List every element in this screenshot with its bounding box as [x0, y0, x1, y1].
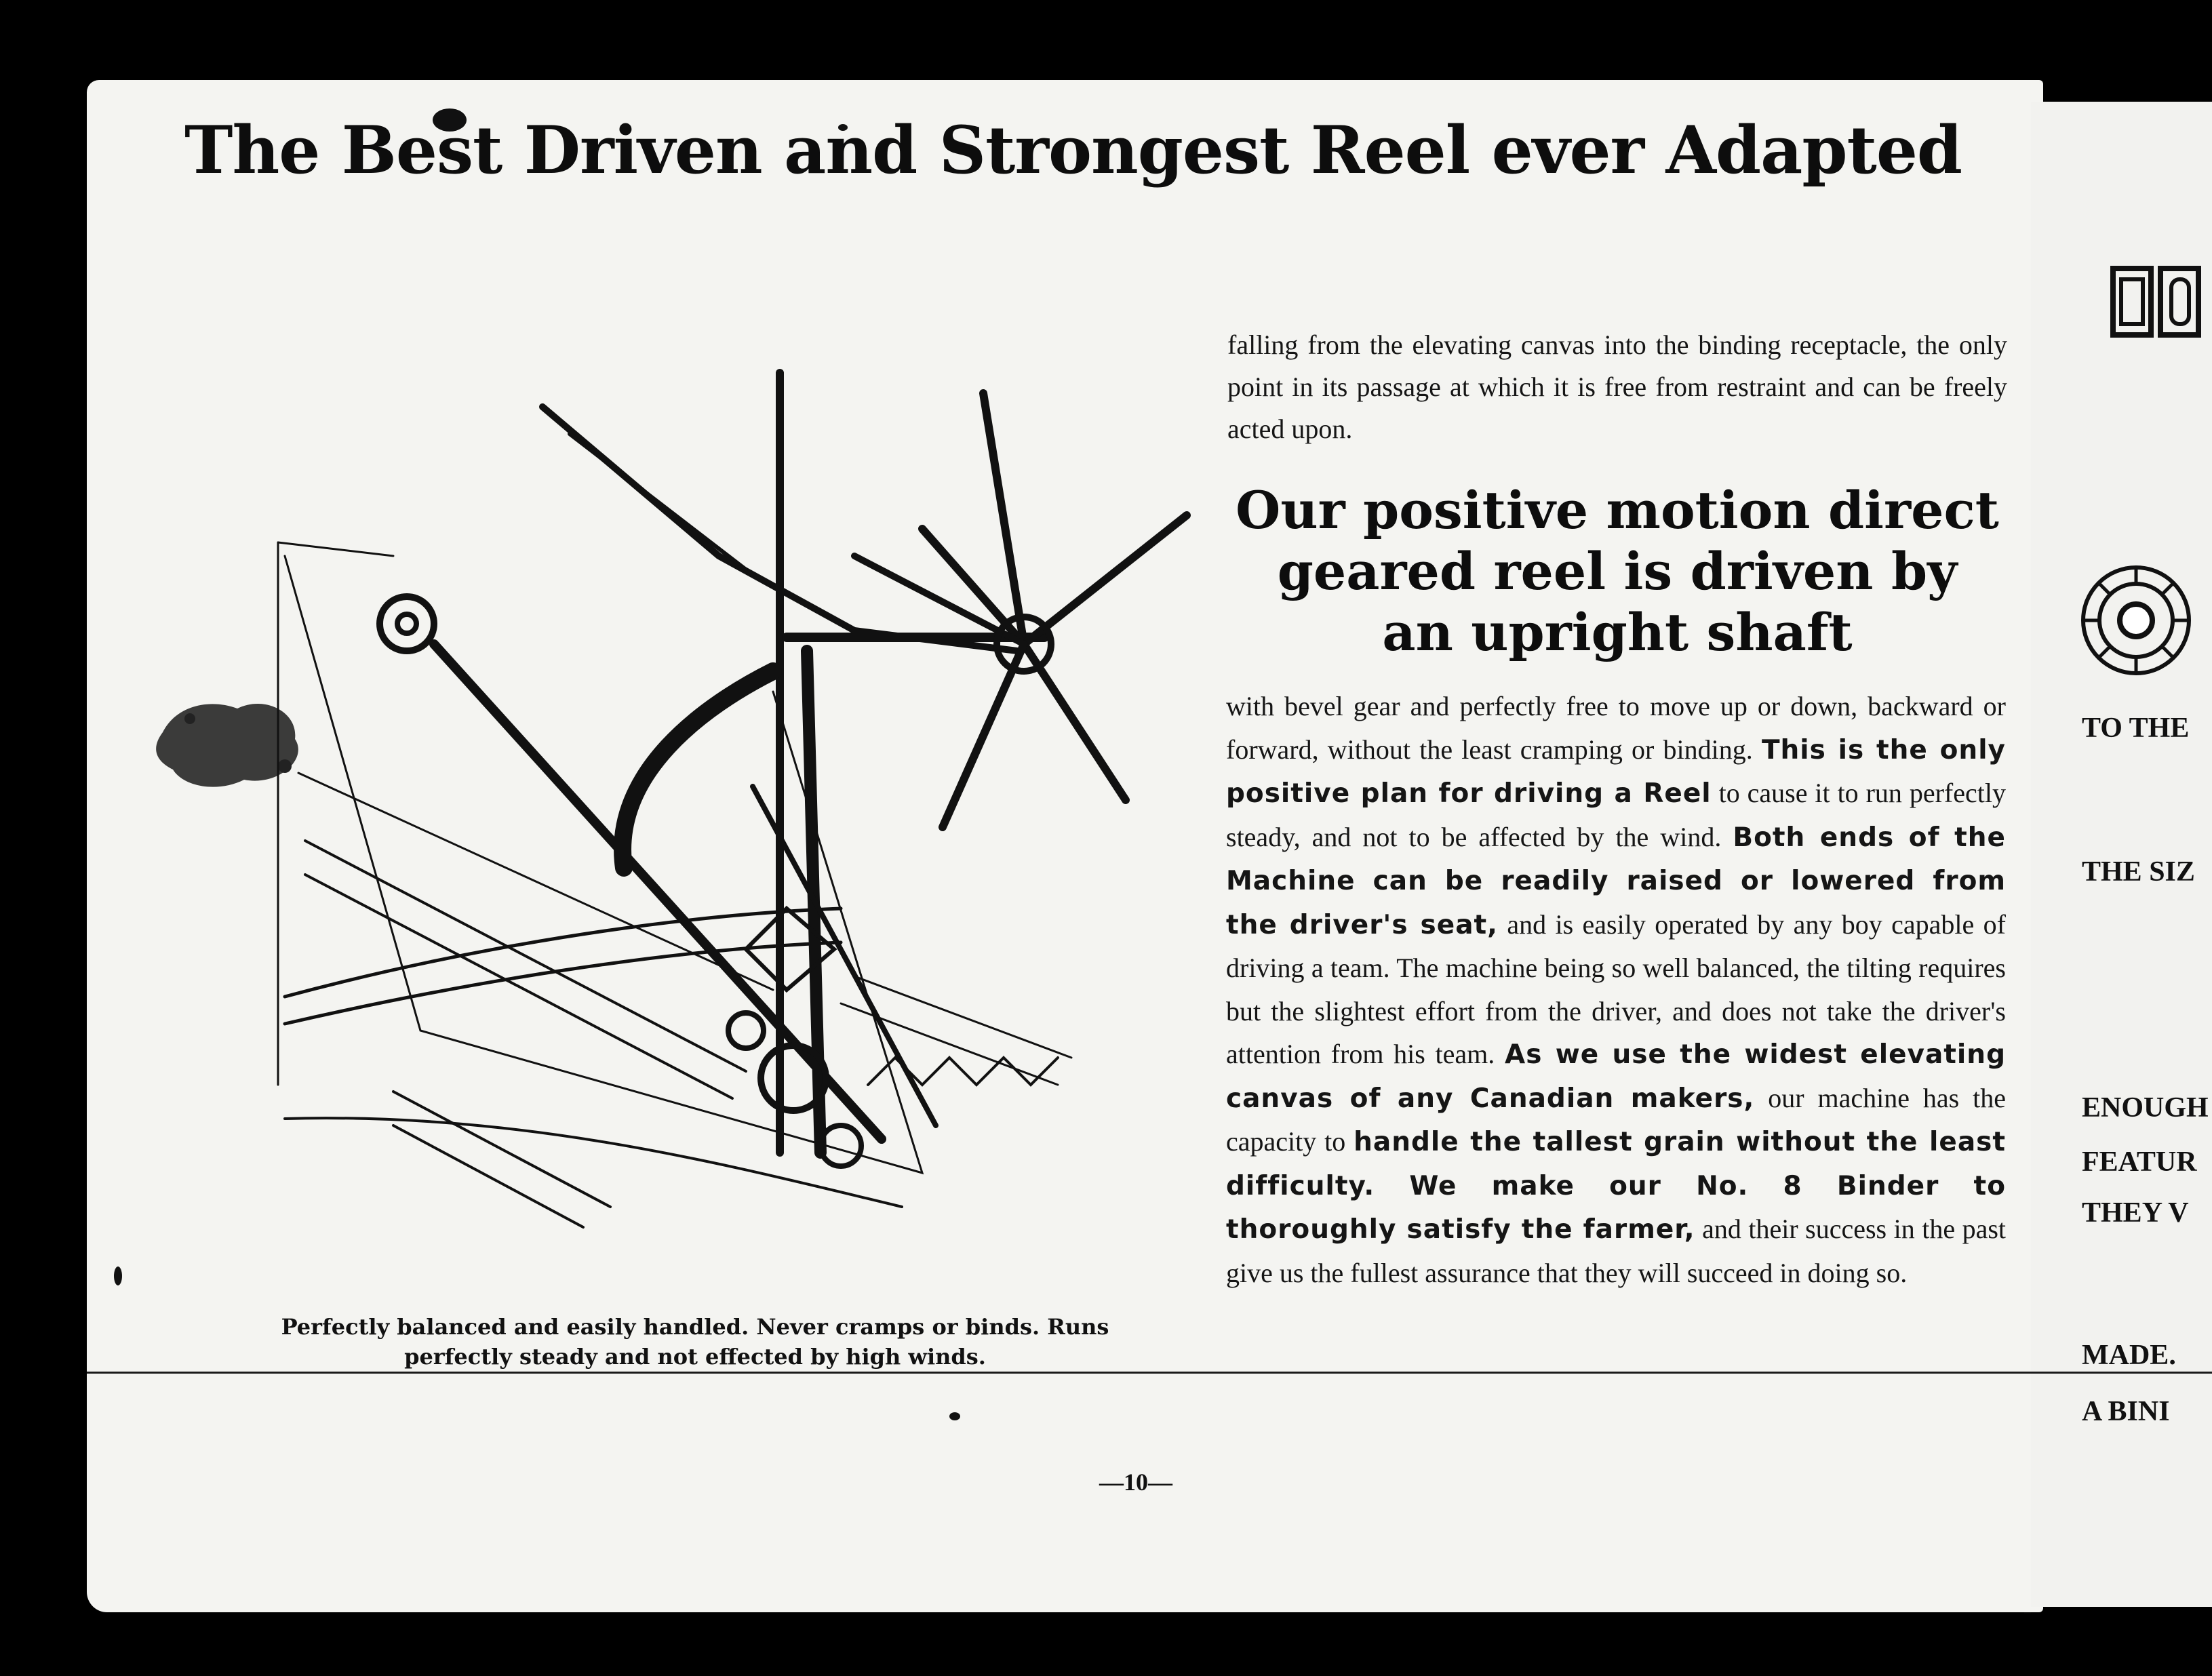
- body-emphasis: This is the only positive plan for driving a Reel: [1226, 734, 2006, 809]
- intro-paragraph: falling from the elevating canvas into the binding receptacle, the only point in its passage at which it is free from restraint and can be freely acted upon.: [1227, 330, 2007, 444]
- right-page-text: THE SIZ: [2082, 856, 2195, 887]
- right-page-text: TO THE: [2082, 713, 2190, 744]
- body-text: and their success in the past give us the fullest assurance that they will succeed in doing so.: [1226, 1214, 2006, 1288]
- rosette-ornament: [2078, 563, 2194, 678]
- body-emphasis: Both ends of the Machine can be readily raised or lowered from the driver's seat,: [1226, 822, 2007, 940]
- page-number: —10—: [1099, 1469, 1172, 1496]
- right-page-text: ENOUGH: [2082, 1092, 2209, 1123]
- caption-line-1: Perfectly balanced and easily handled. Never cramps or binds. Runs: [281, 1314, 1109, 1340]
- logo-fragment: [2109, 264, 2212, 339]
- right-page-text: THEY V: [2082, 1197, 2189, 1229]
- ink-speck: [114, 1266, 122, 1285]
- body-emphasis: handle the tallest grain without the least difficulty. We make our No. 8 Binder to thoroughly satisfy the farmer,: [1226, 1127, 2006, 1245]
- body-emphasis: As we use the widest elevating canvas of any Canadian makers,: [1226, 1039, 2006, 1114]
- section-heading: [1224, 480, 2011, 663]
- binder-reel-illustration: [190, 353, 1193, 1254]
- section-heading-line-1: Our positive motion direct: [1236, 480, 1999, 540]
- body-text: with bevel gear and perfectly free to move up or down, backward or forward, without the least cramping or binding.: [1226, 691, 2006, 765]
- right-page-text: MADE.: [2082, 1340, 2176, 1371]
- right-page-text: A BINI: [2082, 1396, 2170, 1427]
- page-fold-line: [87, 1372, 2212, 1374]
- body-text: and is easily operated by any boy capable of driving a team. The machine being so well balanced, the tilting requires but the slightest effort from the driver, and does not take the driver's attention from his team.: [1226, 909, 2006, 1069]
- illustration-caption: [176, 1312, 1214, 1372]
- section-heading-line-2: geared reel is driven by: [1277, 541, 1958, 601]
- page-title: The Best Driven and Strongest Reel ever Adapted: [184, 112, 1962, 188]
- body-paragraph: [1226, 685, 2006, 1294]
- caption-line-2: perfectly steady and not effected by high winds.: [404, 1344, 986, 1370]
- right-page-text: FEATUR: [2082, 1146, 2197, 1178]
- body-text: our machine has the capacity to: [1226, 1082, 2006, 1157]
- ink-speck: [949, 1412, 960, 1420]
- body-text: to cause it to run perfectly steady, and not to be affected by the wind.: [1226, 778, 2006, 852]
- section-heading-line-3: an upright shaft: [1382, 602, 1853, 662]
